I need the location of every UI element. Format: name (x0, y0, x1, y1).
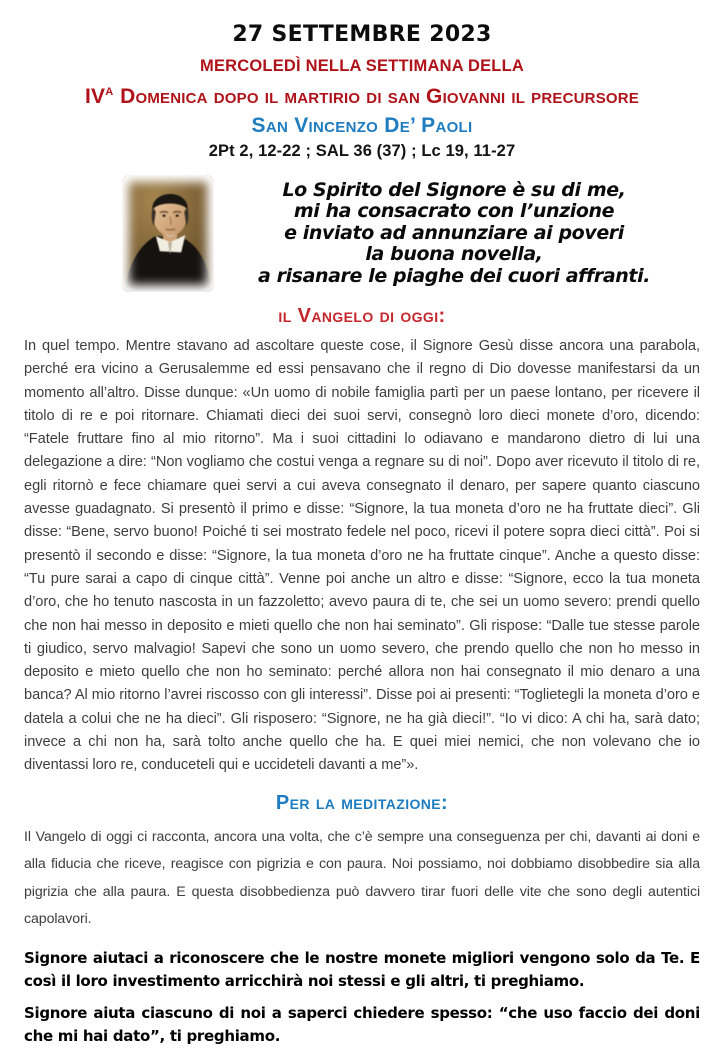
gospel-text: In quel tempo. Mentre stavano ad ascoltare queste cose, il Signore Gesù disse ancora una parabola, perché era vicino a Gerusalemme ed essi pensavano che il regno di Dio dovesse manifestarsi da un momento all’altro. Disse dunque: «Un uomo di nobile famiglia partì per un paese lontano, per ricevere il titolo di re e poi ritornare. Chiamati dieci dei suoi servi, consegnò loro dieci monete d’oro, dicendo: “Fatele fruttare fino al mio ritorno”. Ma i suoi cittadini lo odiavano e mandarono dietro di lui una delegazione a dire: “Non vogliamo che costui venga a regnare su di noi”. Dopo aver ricevuto il titolo di re, egli ritornò e fece chiamare quei servi a cui aveva consegnato il denaro, per sapere quanto ciascuno avesse guadagnato. Si presentò il primo e disse: “Signore, la tua moneta d’oro ne ha fruttate dieci”. Gli disse: “Bene, servo buono! Poiché ti sei mostrato fedele nel poco, ricevi il potere sopra dieci città”. Poi si presentò il secondo e disse: “Signore, la tua moneta d’oro ne ha fruttate cinque”. Anche a questo disse: “Tu pure sarai a capo di cinque città”. Venne poi anche un altro e disse: “Signore, ecco la tua moneta d’oro, che ho tenuto nascosta in un fazzoletto; avevo paura di te, che sei un uomo severo: prendi quello che non hai messo in deposito e mieti quello che non hai seminato”. Gli rispose: “Dalle tue stesse parole ti giudico, servo malvagio! Sapevi che sono un uomo severo, che prendo quello che non ho messo in deposito e mieto quello che non ho seminato: perché allora non hai consegnato il mio denaro a una banca? Al mio ritorno l’avrei riscosso con gli interessi”. Disse poi ai presenti: “Toglietegli la moneta d’oro e datela a colui che ne ha dieci”. Gli risposero: “Signore, ne ha già dieci!”. “Io vi dico: A chi ha, sarà dato; invece a chi non ha, sarà tolto anche quello che ha. E quei miei nemici, che non volevano che io diventassi loro re, conduceteli qui e uccideteli davanti a me”». (24, 338, 700, 774)
sunday-ordinal: IV (84, 85, 106, 108)
sunday-line (24, 85, 700, 109)
page-header (24, 22, 700, 161)
prayers-section (24, 947, 700, 1048)
readings-reference: 2Pt 2, 12-22 ; SAL 36 (37) ; Lc 19, 11-27 (208, 142, 516, 160)
prayer-1: Signore aiutaci a riconoscere che le nostre monete migliori vengono solo da Te. E così il loro investimento arricchirà noi stessi e gli altri, ti preghiamo. (24, 948, 700, 990)
quote-line: la buona novella, (365, 243, 543, 266)
quote-line: a risanare le piaghe dei cuori affranti. (257, 264, 651, 287)
quote-line: mi ha consacrato con l’unzione (293, 200, 615, 223)
gospel-heading: il Vangelo di oggi: (278, 305, 446, 327)
meditation-text: Il Vangelo di oggi ci racconta, ancora una volta, che c’è sempre una conseguenza per chi, davanti ai doni e alla fiducia che riceve, reagisce con pigrizia e con paura. Noi possiamo, noi dobbiamo disobbedire sia alla pigrizia che alla paura. E questa disobbedienza può davvero tirar fuori delle vite che sono degli autentici capolavori. (24, 828, 700, 928)
page-date: 27 SETTEMBRE 2023 (232, 22, 492, 47)
sunday-line-text: Domenica dopo il martirio di san Giovanni il precursore (120, 85, 640, 108)
saint-portrait-drawing (122, 175, 214, 292)
quote-line: e inviato ad annunziare ai poveri (284, 221, 624, 244)
weekday-line: MERCOLEDÌ NELLA SETTIMANA DELLA (200, 57, 524, 75)
saint-portrait-image (122, 175, 214, 292)
gospel-quote (214, 180, 700, 288)
saint-name: San Vincenzo De’ Paoli (251, 114, 473, 137)
quote-line: Lo Spirito del Signore è su di me, (282, 178, 626, 201)
prayer-2: Signore aiuta ciascuno di noi a saperci chiedere spesso: “che uso faccio dei doni che mi hai dato”, ti preghiamo. (24, 1003, 700, 1045)
figure-row (122, 174, 700, 293)
meditation-heading: Per la meditazione: (275, 791, 449, 814)
sunday-ordinal-sup: A (105, 86, 114, 98)
